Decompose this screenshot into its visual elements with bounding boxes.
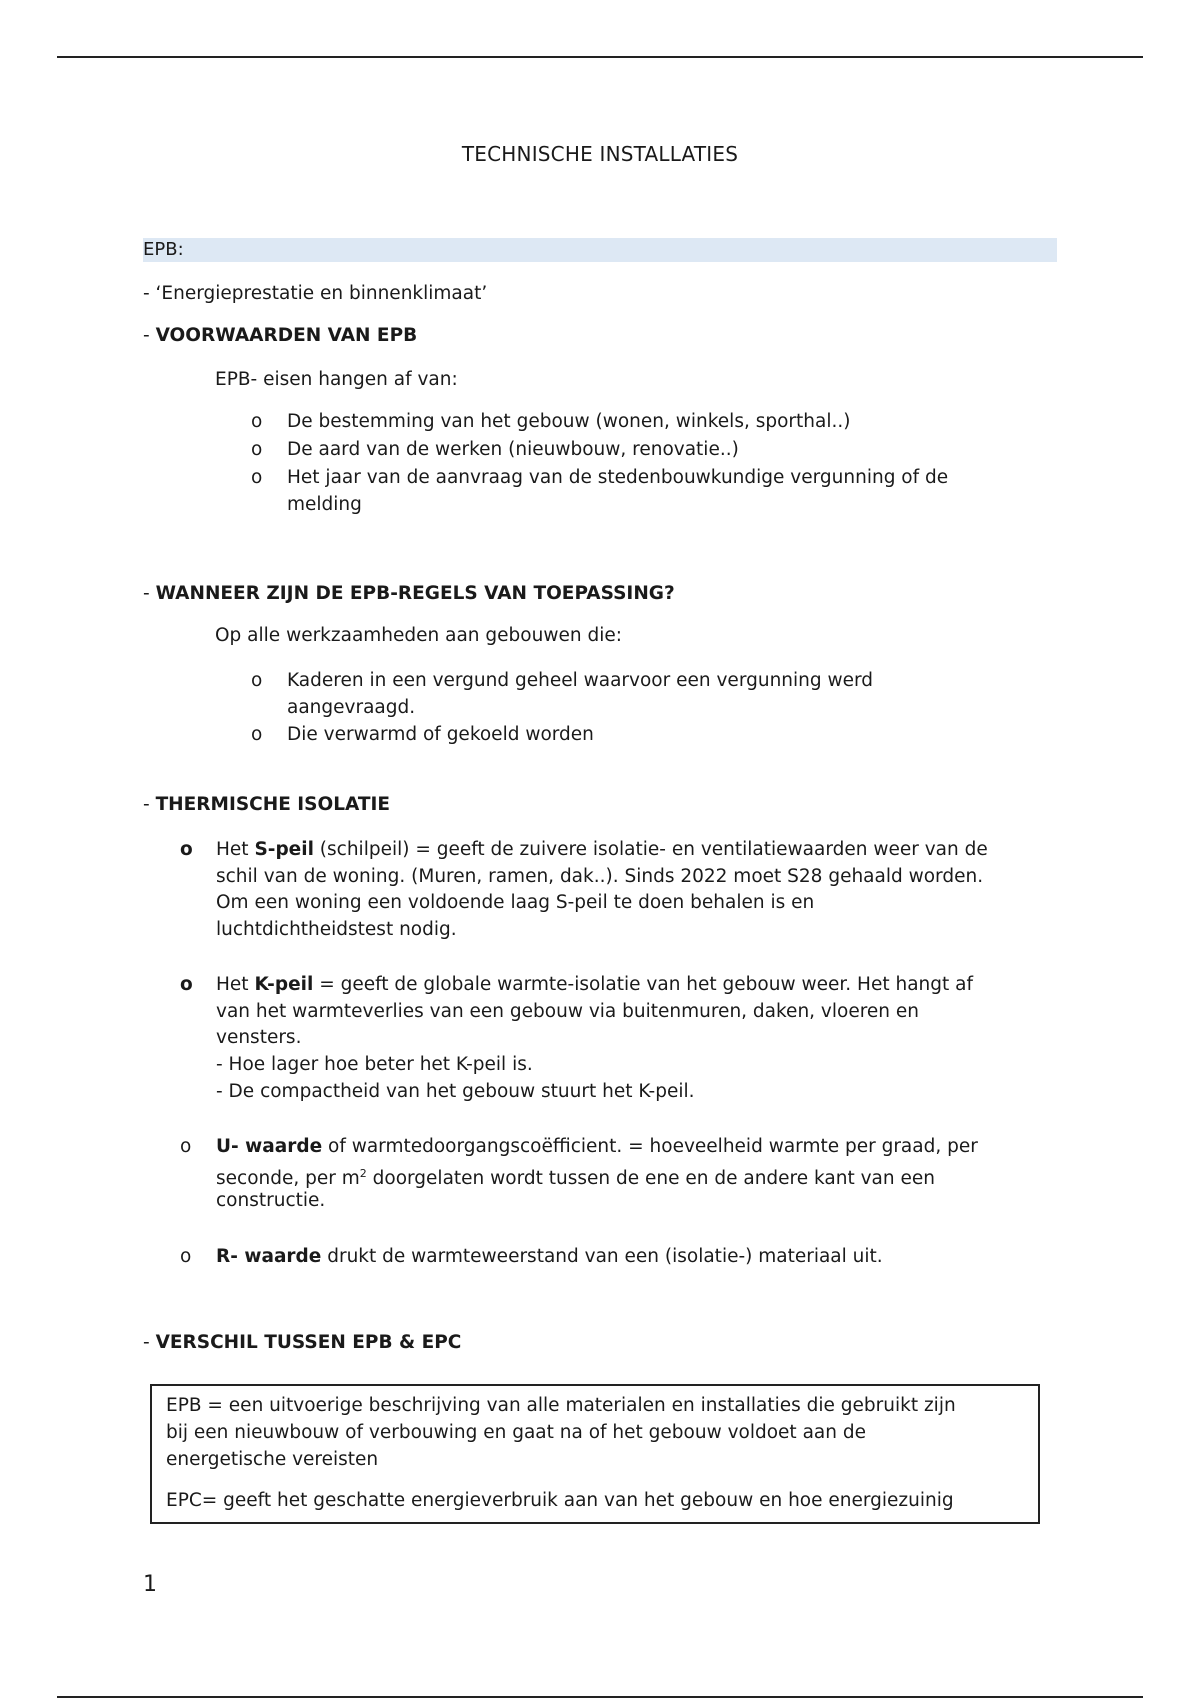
voorwaarden-intro: EPB- eisen hangen af van: [215, 369, 458, 390]
list-item: o De aard van de werken (nieuwbouw, renovatie..) [251, 439, 739, 460]
toepassing-intro: Op alle werkzaamheden aan gebouwen die: [215, 625, 622, 646]
list-item: o Die verwarmd of gekoeld worden [251, 724, 594, 745]
footer-rule [57, 1696, 1143, 1698]
u-waarde-line2: seconde, per $m^2$ doorgelaten wordt tussen de ene en de andere kant van een [216, 1167, 935, 1190]
list-item-r-waarde: o R- waarde drukt de warmteweerstand van een (isolatie-) materiaal uit. [180, 1243, 1080, 1270]
k-peil-line1: Het K-peil = geeft de globale warmte-isolatie van het gebouw weer. Het hangt af [216, 974, 973, 995]
s-peil-line1: Het S-peil (schilpeil) = geeft de zuivere isolatie- en ventilatiewaarden weer van de [216, 839, 988, 860]
list-item: o De bestemming van het gebouw (wonen, winkels, sporthal..) [251, 411, 851, 432]
epb-section-bar [143, 238, 1057, 262]
list-item-k-peil: o Het K-peil = geeft de globale warmte-isolatie van het gebouw weer. Het hangt af van het warmteverlies van een gebouw via buitenmuren, daken, vloeren en vensters. - Hoe lager hoe beter het K-peil is. - De compactheid van het gebouw stuurt het K-peil. [180, 971, 1080, 1111]
comparison-box [150, 1384, 1040, 1524]
r-waarde-line1: R- waarde drukt de warmteweerstand van een (isolatie-) materiaal uit. [216, 1246, 883, 1267]
epb-description: EPB = een uitvoerige beschrijving van alle materialen en installaties die gebruikt zijn bij een nieuwbouw of verbouwing en gaat na of het gebouw voldoet aan de energetische vereisten [166, 1395, 956, 1470]
page-title: TECHNISCHE INSTALLATIES [461, 142, 739, 166]
heading-thermische-isolatie: - THERMISCHE ISOLATIE [143, 794, 391, 815]
heading-voorwaarden: - VOORWAARDEN VAN EPB [143, 325, 418, 346]
heading-toepassing: - WANNEER ZIJN DE EPB-REGELS VAN TOEPASSING? [143, 583, 675, 604]
list-item: o Het jaar van de aanvraag van de stedenbouwkundige vergunning of de melding [251, 467, 949, 515]
page-number: 1 [143, 1572, 157, 1597]
epb-definition: - ‘Energieprestatie en binnenklimaat’ [143, 283, 488, 304]
list-item-s-peil: o Het S-peil (schilpeil) = geeft de zuivere isolatie- en ventilatiewaarden weer van de schil van de woning. (Muren, ramen, dak..). Sinds 2022 moet S28 gehaald worden. Om een woning een voldoende laag S-peil te doen behalen is en luchtdichtheidstest nodig. [180, 836, 1080, 946]
u-waarde-line1: U- waarde of warmtedoorgangscoëfficient. = hoeveelheid warmte per graad, per [216, 1136, 978, 1157]
header-rule [57, 56, 1143, 58]
list-item-u-waarde: o U- waarde of warmtedoorgangscoëfficient. = hoeveelheid warmte per graad, per seconde, per $m^2$ doorgelaten wordt tussen de ene en de andere kant van een constructie. [180, 1133, 1080, 1217]
list-item: o Kaderen in een vergund geheel waarvoor een vergunning werd aangevraagd. [251, 670, 874, 718]
epb-label: EPB: [143, 239, 184, 260]
epc-description: EPC= geeft het geschatte energieverbruik aan van het gebouw en hoe energiezuinig [166, 1490, 954, 1511]
heading-verschil: - VERSCHIL TUSSEN EPB & EPC [143, 1332, 462, 1353]
